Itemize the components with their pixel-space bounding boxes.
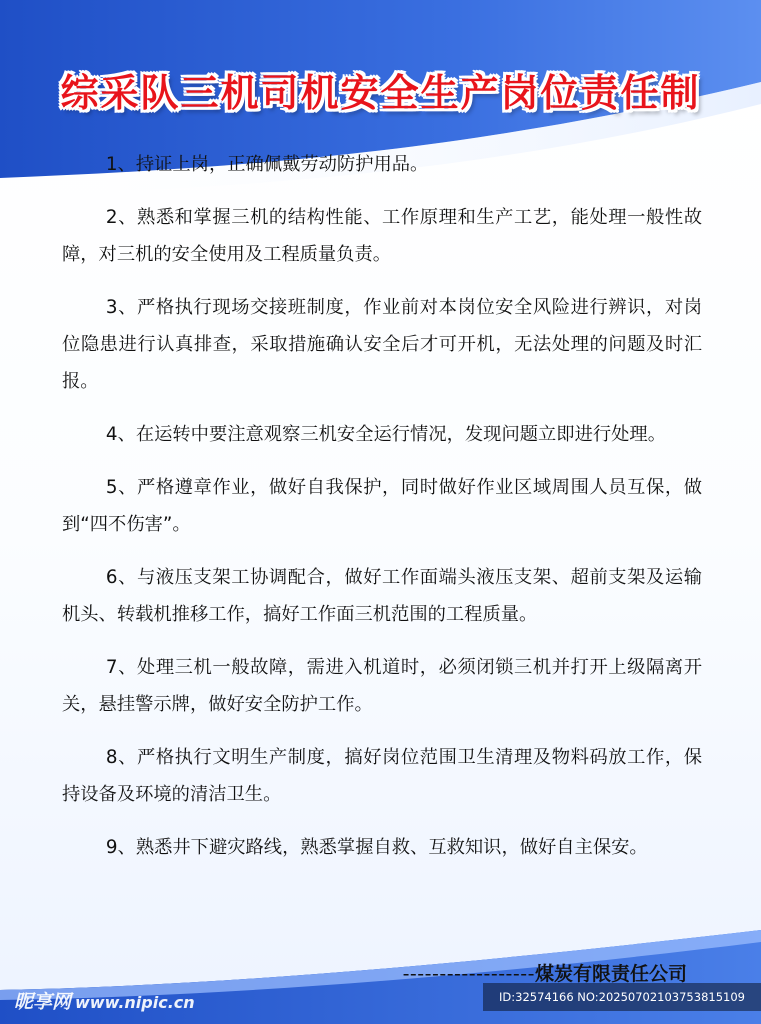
page-title: 综采队三机司机安全生产岗位责任制 [60,71,701,115]
watermark-logo [14,987,195,1014]
watermark-id: ID:32574166 NO:20250702103753815109 [483,983,761,1011]
list-item: 5、严格遵章作业，做好自我保护，同时做好作业区域周围人员互保，做到“四不伤害”。 [62,477,702,535]
company-name: 煤炭有限责任公司 [534,963,687,985]
signature-dashes: ------------------ [402,963,535,985]
list-item: 3、严格执行现场交接班制度，作业前对本岗位安全风险进行辨识，对岗位隐患进行认真排查，采取措施确认安全后才可开机，无法处理的问题及时汇报。 [62,297,702,392]
list-item: 7、处理三机一般故障，需进入机道时，必须闭锁三机并打开上级隔离开关，悬挂警示牌，做好安全防护工作。 [62,657,702,715]
list-item: 2、熟悉和掌握三机的结构性能、工作原理和生产工艺，能处理一般性故障，对三机的安全使用及工程质量负责。 [62,207,702,265]
list-item: 9、熟悉井下避灾路线，熟悉掌握自救、互救知识，做好自主保安。 [105,837,648,858]
list-item: 1、持证上岗，正确佩戴劳动防护用品。 [105,154,429,175]
watermark-url: www.nipic.cn [75,993,195,1012]
watermark-logo-text: 昵享网 [14,991,72,1013]
responsibility-list [62,146,702,882]
list-item: 8、严格执行文明生产制度，搞好岗位范围卫生清理及物料码放工作，保持设备及环境的清洁卫生。 [62,747,702,805]
list-item: 6、与液压支架工协调配合，做好工作面端头液压支架、超前支架及运输机头、转载机推移工作，搞好工作面三机范围的工程质量。 [62,567,702,625]
company-signature [403,959,687,986]
list-item: 4、在运转中要注意观察三机安全运行情况，发现问题立即进行处理。 [105,424,666,445]
